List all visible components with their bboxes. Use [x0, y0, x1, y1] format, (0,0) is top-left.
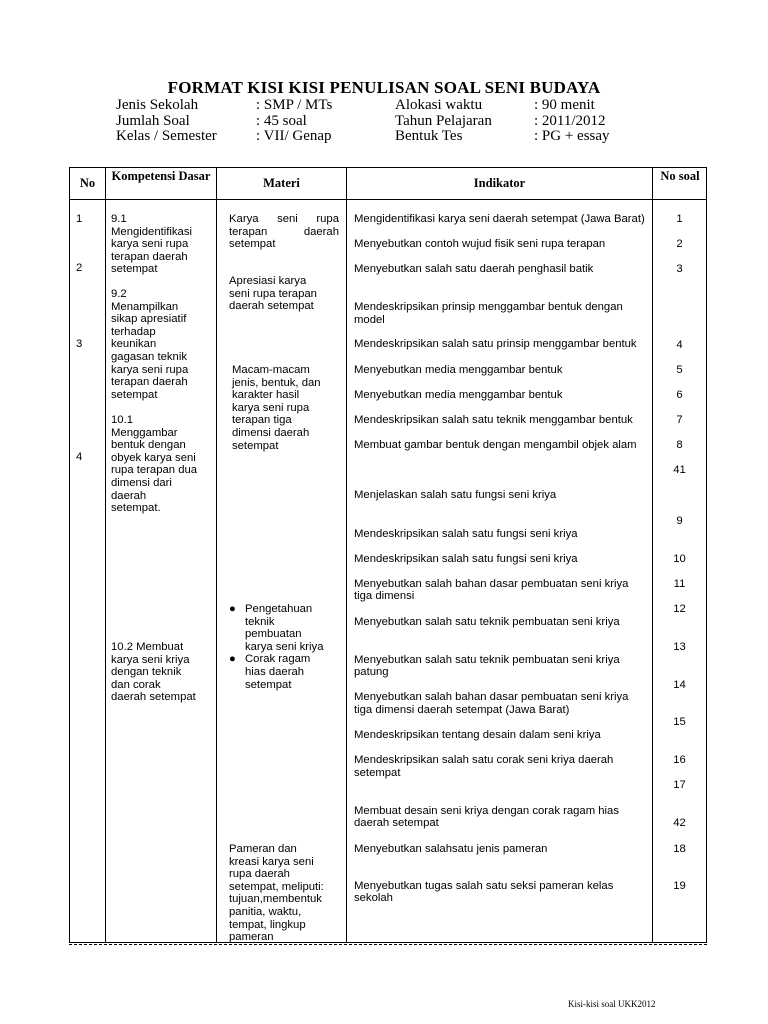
info-label-class: Kelas / Semester — [116, 128, 217, 144]
header-no: No — [79, 176, 96, 190]
materi-seni-kriya — [226, 603, 344, 691]
question-number: 41 — [673, 464, 686, 476]
materi-line: pameran — [229, 931, 274, 944]
info-value-year: : 2011/2012 — [534, 113, 606, 129]
indikator-item: Mendeskripsikan tentang desain dalam seni kriya — [354, 729, 601, 741]
kd-line: dengan teknik — [111, 666, 182, 679]
materi-line: Pameran dan — [229, 843, 297, 855]
page-footer: Kisi-kisi soal UKK2012 — [568, 999, 656, 1009]
materi-line: jenis, bentuk, dan — [232, 376, 321, 389]
materi-line: karakter hasil — [232, 389, 300, 402]
kd-line: 10.2 Membuat — [111, 641, 184, 653]
materi-line: daerah setempat — [229, 300, 314, 313]
col-divider — [105, 168, 106, 942]
indikator-item: Menyebutkan salah bahan dasar pembuatan seni kriya — [354, 691, 629, 703]
question-number: 11 — [673, 578, 686, 590]
materi-line: rupa daerah — [229, 868, 290, 881]
kd-line: setempat — [111, 388, 158, 401]
header-kompetensi-dasar: Kompetensi Dasar — [111, 169, 211, 183]
kd-line: 10.1 — [111, 414, 133, 426]
info-label-test: Bentuk Tes — [395, 128, 463, 144]
info-label-count: Jumlah Soal — [116, 113, 190, 129]
info-value-school: : SMP / MTs — [256, 97, 333, 113]
indikator-item: tiga dimensi daerah setempat (Jawa Barat) — [354, 704, 570, 716]
bullet-icon: ● — [229, 653, 236, 666]
indikator-item: Menjelaskan salah satu fungsi seni kriya — [354, 489, 557, 501]
question-number: 1 — [676, 213, 683, 225]
kd-10-1 — [111, 414, 215, 515]
materi-line: panitia, waktu, — [229, 905, 302, 918]
question-number: 3 — [676, 263, 683, 275]
materi-karya-seni-rupa — [229, 213, 339, 251]
materi-line: seni rupa terapan — [229, 287, 317, 300]
kd-line: karya seni rupa — [111, 363, 189, 376]
kd-line: Mengidentifikasi — [111, 225, 193, 238]
materi-bullet-item — [226, 603, 344, 653]
materi-bullet-item — [226, 653, 344, 691]
question-number: 4 — [676, 339, 683, 351]
materi-bullet-list — [226, 603, 344, 691]
info-value-test: : PG + essay — [534, 128, 610, 144]
question-number: 18 — [673, 843, 686, 855]
kd-line: 9.2 — [111, 288, 127, 300]
materi-line: hias daerah — [245, 665, 305, 678]
info-label-year: Tahun Pelajaran — [395, 113, 492, 129]
indikator-item: Mendeskripsikan salah satu fungsi seni kriya — [354, 528, 578, 540]
col-divider — [346, 168, 347, 942]
indikator-item: Membuat desain seni kriya dengan corak ragam hias — [354, 805, 619, 817]
question-number: 15 — [673, 716, 686, 728]
kd-line: obyek karya seni — [111, 451, 196, 464]
info-value-count: : 45 soal — [256, 113, 307, 129]
indikator-item: model — [354, 314, 385, 326]
indikator-item: daerah setempat — [354, 817, 439, 829]
kd-line: karya seni rupa — [111, 238, 189, 251]
kd-line: terhadap — [111, 325, 156, 338]
question-number: 12 — [673, 603, 686, 615]
indikator-item: Mendeskripsikan salah satu corak seni kriya daerah — [354, 754, 614, 766]
materi-line: karya seni kriya — [245, 640, 324, 653]
materi-line: teknik — [245, 615, 275, 628]
kd-9-1 — [111, 213, 215, 276]
question-number: 7 — [676, 414, 683, 426]
materi-line: setempat, meliputi: — [229, 880, 324, 893]
question-number: 19 — [673, 880, 686, 892]
materi-pameran — [229, 843, 344, 944]
kd-line: bentuk dengan — [111, 439, 186, 452]
table-bottom-dashed-line — [69, 944, 707, 945]
question-number: 17 — [673, 779, 686, 791]
indikator-item: sekolah — [354, 892, 393, 904]
indikator-item: Mengidentifikasi karya seni daerah setempat (Jawa Barat) — [354, 213, 645, 225]
question-number: 14 — [673, 679, 686, 691]
question-number: 42 — [673, 817, 686, 829]
kd-line: daerah setempat — [111, 691, 196, 704]
info-value-time: : 90 menit — [534, 97, 595, 113]
indikator-item: Menyebutkan media menggambar bentuk — [354, 364, 563, 376]
question-number: 2 — [676, 238, 683, 250]
header-indikator: Indikator — [473, 176, 526, 190]
question-number: 10 — [673, 553, 686, 565]
materi-line: terapan daerah — [229, 225, 339, 238]
kd-line: keunikan — [111, 338, 157, 351]
indikator-item: setempat — [354, 767, 401, 779]
materi-line: setempat — [229, 238, 276, 251]
indikator-item: Menyebutkan contoh wujud fisik seni rupa terapan — [354, 238, 606, 250]
info-label-time: Alokasi waktu — [395, 97, 483, 113]
question-number: 16 — [673, 754, 686, 766]
row-number: 1 — [76, 213, 83, 225]
materi-line: kreasi karya seni — [229, 855, 314, 868]
indikator-item: Menyebutkan salah bahan dasar pembuatan seni kriya — [354, 578, 629, 590]
kd-9-2 — [111, 288, 215, 401]
materi-line: karya seni rupa — [232, 401, 310, 414]
bullet-icon: ● — [229, 603, 236, 615]
row-number: 3 — [76, 338, 83, 350]
indikator-item: Mendeskripsikan prinsip menggambar bentuk dengan — [354, 301, 623, 313]
materi-line: tujuan,membentuk — [229, 893, 322, 906]
header-no-soal: No soal — [660, 169, 700, 183]
col-divider — [216, 168, 217, 942]
info-value-class: : VII/ Genap — [256, 128, 332, 144]
indikator-item: patung — [354, 666, 389, 678]
question-number: 13 — [673, 641, 686, 653]
header-materi: Materi — [263, 176, 300, 190]
materi-macam-jenis — [232, 364, 342, 452]
indikator-item: tiga dimensi — [354, 590, 415, 602]
materi-line: pembuatan — [245, 628, 302, 641]
kd-line: Menampilkan — [111, 300, 179, 313]
materi-line: Pengetahuan — [245, 603, 313, 615]
kd-line: dan corak — [111, 678, 161, 691]
indikator-item: Mendeskripsikan salah satu prinsip menggambar bentuk — [354, 338, 637, 350]
question-number: 8 — [676, 439, 683, 451]
header-divider — [70, 199, 706, 200]
kd-line: daerah — [111, 489, 147, 502]
indikator-item: Menyebutkan salahsatu jenis pameran — [354, 843, 548, 855]
materi-line: dimensi daerah — [232, 426, 310, 439]
question-number: 9 — [676, 515, 683, 527]
kd-line: setempat — [111, 263, 158, 276]
row-number: 4 — [76, 451, 83, 463]
materi-line: Karya seni rupa — [229, 213, 339, 225]
kd-10-2 — [111, 641, 215, 704]
materi-apresiasi — [229, 275, 339, 313]
indikator-item: Menyebutkan tugas salah satu seksi pameran kelas — [354, 880, 614, 892]
kd-line: rupa terapan dua — [111, 464, 198, 477]
kd-line: 9.1 — [111, 213, 127, 225]
kd-line: dimensi dari — [111, 476, 172, 489]
materi-line: setempat — [245, 678, 292, 691]
kd-line: sikap apresiatif — [111, 313, 187, 326]
indikator-item: Membuat gambar bentuk dengan mengambil objek alam — [354, 439, 637, 451]
materi-line: tempat, lingkup — [229, 918, 306, 931]
materi-line: Macam-macam — [232, 364, 310, 376]
indikator-item: Menyebutkan media menggambar bentuk — [354, 389, 563, 401]
indikator-item: Mendeskripsikan salah satu fungsi seni kriya — [354, 553, 578, 565]
kd-line: karya seni kriya — [111, 653, 190, 666]
kd-line: gagasan teknik — [111, 350, 187, 363]
materi-line: setempat — [232, 439, 279, 452]
kd-line: terapan daerah — [111, 376, 188, 389]
indikator-item: Mendeskripsikan salah satu teknik menggambar bentuk — [354, 414, 633, 426]
row-number: 2 — [76, 262, 83, 274]
question-number: 6 — [676, 389, 683, 401]
materi-line: Corak ragam — [245, 653, 311, 666]
indikator-item: Menyebutkan salah satu teknik pembuatan seni kriya — [354, 654, 620, 666]
info-label-school: Jenis Sekolah — [116, 97, 199, 113]
indikator-item: Menyebutkan salah satu daerah penghasil batik — [354, 263, 594, 275]
page-title: FORMAT KISI KISI PENULISAN SOAL SENI BUDAYA — [167, 78, 601, 97]
indikator-item: Menyebutkan salah satu teknik pembuatan seni kriya — [354, 616, 620, 628]
kd-line: setempat. — [111, 502, 161, 515]
materi-line: Apresiasi karya — [229, 275, 307, 287]
kisi-kisi-table — [69, 167, 707, 943]
question-number: 5 — [676, 364, 683, 376]
materi-line: terapan tiga — [232, 414, 292, 427]
kd-line: Menggambar — [111, 426, 178, 439]
kd-line: terapan daerah — [111, 250, 188, 263]
